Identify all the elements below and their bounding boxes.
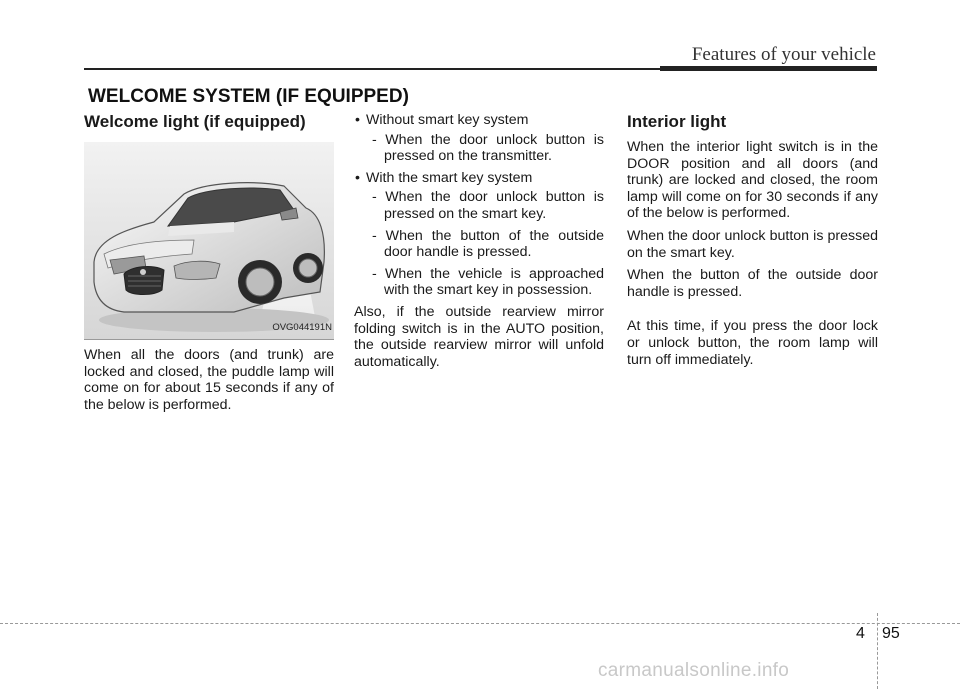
footer-divider — [877, 613, 878, 689]
car-drawing — [84, 142, 334, 339]
figure-caption: OVG044191N — [272, 322, 332, 334]
sub-item: - When the vehicle is approached with the smart key in possession. — [372, 265, 604, 299]
middle-column — [354, 112, 604, 376]
watermark: carmanualsonline.info — [598, 660, 790, 681]
interior-light-paragraph-1: When the interior light switch is in the DOOR position and all doors (and trunk) are locked and closed, the room lamp will come on for 30 seconds if any of the below is performed. — [627, 139, 878, 222]
section-title: WELCOME SYSTEM (IF EQUIPPED) — [88, 86, 409, 107]
footer-rule — [0, 623, 960, 624]
running-header-title: Features of your vehicle — [691, 44, 876, 65]
page-number: 95 — [882, 625, 900, 642]
interior-light-paragraph-3: When the button of the outside door handle is pressed. — [627, 267, 878, 300]
bullet-with-smart-key: • With the smart key system — [354, 170, 604, 187]
sub-item: - When the door unlock button is pressed on the transmitter. — [372, 131, 604, 165]
header-rule — [84, 68, 660, 70]
interior-light-paragraph-2: When the door unlock button is pressed on the smart key. — [627, 227, 878, 261]
interior-light-heading: Interior light — [627, 112, 727, 131]
welcome-light-paragraph: When all the doors (and trunk) are locked and closed, the puddle lamp will come on for about 15 seconds if any of the below is performed. — [84, 347, 334, 413]
header-bar — [660, 66, 877, 71]
sub-item: - When the button of the outside door handle is pressed. — [372, 227, 604, 261]
welcome-light-heading: Welcome light (if equipped) — [84, 112, 306, 131]
interior-light-paragraph-4: At this time, if you press the door lock or unlock button, the room lamp will turn off immediately. — [627, 318, 878, 368]
car-illustration — [84, 142, 334, 340]
sub-item: - When the door unlock button is pressed on the smart key. — [372, 189, 604, 222]
left-column — [84, 112, 334, 419]
right-column — [627, 112, 878, 374]
chapter-number: 4 — [856, 625, 865, 642]
bullet-without-smart-key: • Without smart key system — [354, 112, 604, 129]
mirror-paragraph: Also, if the outside rearview mirror folding switch is in the AUTO position, the outside rearview mirror will unfold automatically. — [354, 303, 604, 370]
